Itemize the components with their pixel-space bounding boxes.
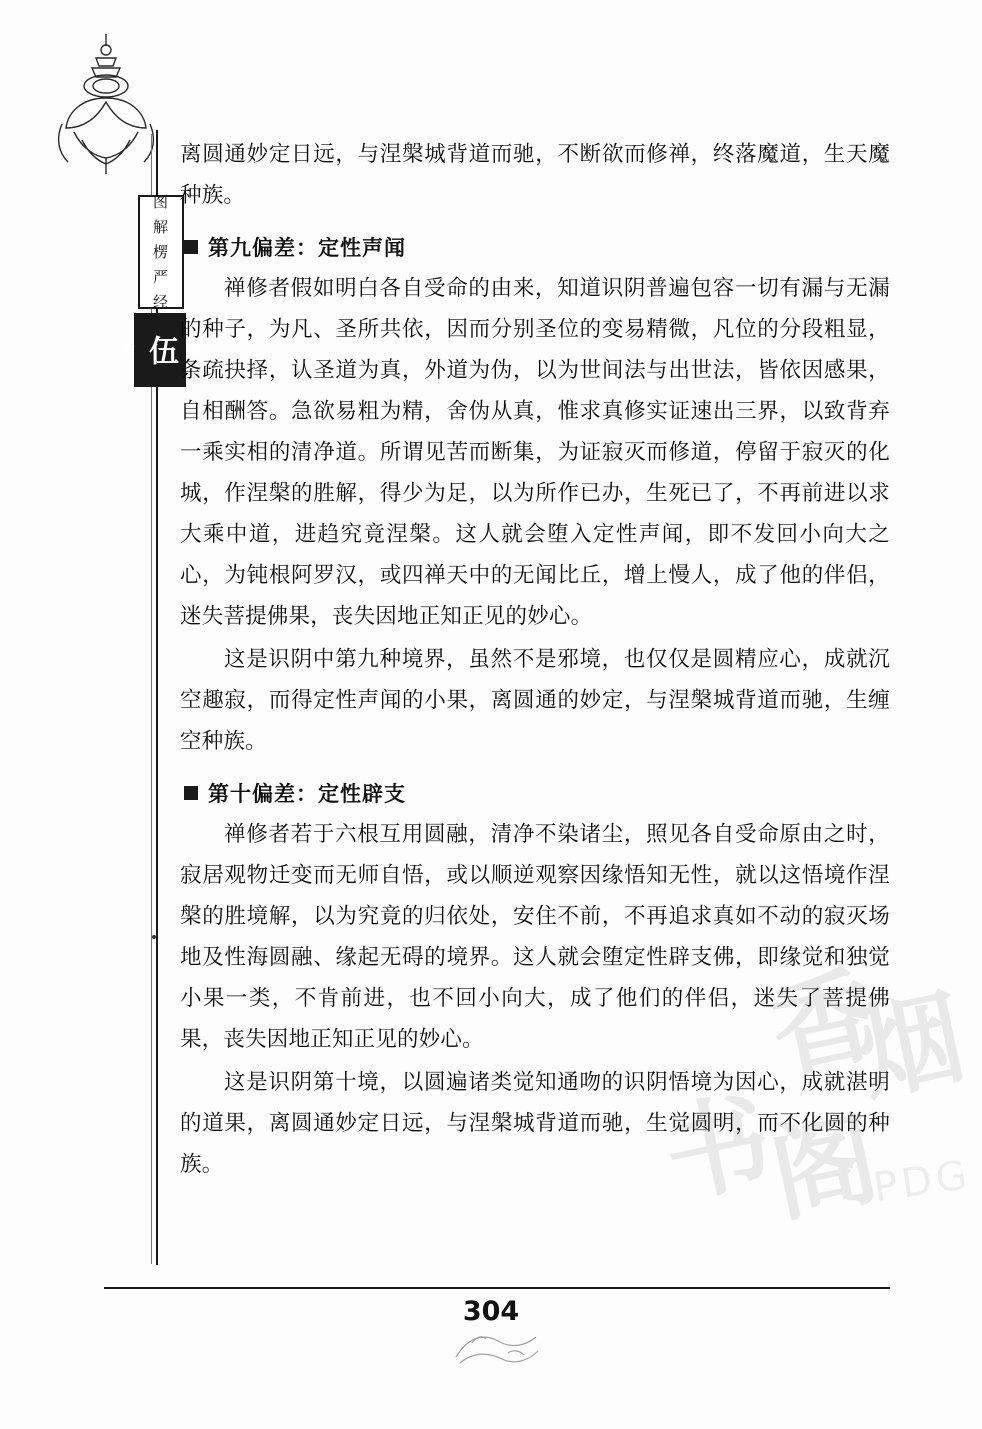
watermark-label: PDG	[870, 1152, 974, 1212]
page-number: 304	[462, 1296, 520, 1327]
paragraph-nine-a: 禅修者假如明白各自受命的由来，知道识阴普遍包容一切有漏与无漏的种子，为凡、圣所共依，因而分别圣位的变易精微，凡位的分段粗显，条疏抉择，认圣道为真，外道为伪，以为世间法与出世法，皆依因感果，自相酬答。急欲易粗为精，舍伪从真，惟求真修实证速出三界，以致背弃一乘实相的清净道。所谓见苦而断集，为证寂灭而修道，停留于寂灭的化城，作涅槃的胜解，得少为足，以为所作已办，生死已了，不再前进以求大乘中道，进趋究竟涅槃。这人就会堕入定性声闻，即不发回小向大之心，为钝根阿罗汉，或四禅天中的无闻比丘，增上慢人，成了他的伴侣，迷失菩提佛果，丧失因地正知正见的妙心。	[180, 276, 890, 629]
chapter-marker-prefix: 第	[120, 343, 135, 357]
page-body	[180, 134, 890, 1187]
watermark-char-1: 香	[760, 952, 888, 1094]
watermark-char-2: 烟	[846, 974, 975, 1117]
book-title-vertical	[138, 192, 184, 311]
book-title-char-2: 解	[152, 217, 169, 236]
chapter-marker	[120, 313, 200, 387]
paragraph-nine-b: 这是识阴中第九种境界，虽然不是邪境，也仅仅是圆精应心，成就沉空趣寂，而得定性声闻的小果，离圆通的妙定，与涅槃城背道而驰，生缠空种族。	[180, 647, 890, 754]
square-bullet-icon	[184, 786, 198, 800]
watermark-char-4: 阁	[760, 1095, 888, 1238]
section-heading-nine	[184, 232, 890, 262]
footer-divider	[104, 1287, 890, 1289]
book-title-char-4: 严	[152, 267, 169, 286]
section-heading-ten	[184, 778, 890, 808]
footer-ornament-icon	[450, 1327, 542, 1371]
paragraph-ten-a: 禅修者若于六根互用圆融，清净不染诸尘，照见各自受命原由之时，寂居观物迁变而无师自悟，或以顺逆观察因缘悟知无性，就以这悟境作涅槃的胜境解，以为究竟的归依处，安住不前，不再追求真如不动的寂灭场地及性海圆融、缘起无碍的境界。这人就会堕定性辟支佛，即缘觉和独觉小果一类，不肯前进，也不回小向大，成了他们的伴侣，迷失了菩提佛果，丧失因地正知正见的妙心。	[180, 822, 890, 1052]
spine-ornament	[52, 10, 200, 1260]
paragraph-ten-b: 这是识阴第十境，以圆遍诸类觉知通吻的识阴悟境为因心，成就湛明的道果，离圆通妙定日远，与涅槃城背道而驰，生觉圆明，而不化圆的种族。	[180, 1070, 890, 1177]
book-title-char-1: 图	[152, 192, 169, 211]
square-bullet-icon	[184, 240, 198, 254]
watermark-char-3: 书	[654, 1076, 782, 1219]
chapter-marker-suffix: 章	[185, 343, 200, 357]
book-title-char-5: 经	[152, 292, 169, 311]
book-title-char-3: 楞	[152, 242, 169, 261]
chapter-marker-number: 伍	[144, 335, 177, 365]
lotus-emblem-icon	[52, 28, 160, 178]
section-heading-ten-label: 第十偏差：定性辟支	[208, 782, 406, 806]
paragraph-top: 离圆通妙定日远，与涅槃城背道而驰，不断欲而修禅，终落魔道，生天魔种族。	[180, 142, 890, 208]
margin-dot	[152, 935, 156, 939]
section-heading-nine-label: 第九偏差：定性声闻	[208, 236, 406, 260]
